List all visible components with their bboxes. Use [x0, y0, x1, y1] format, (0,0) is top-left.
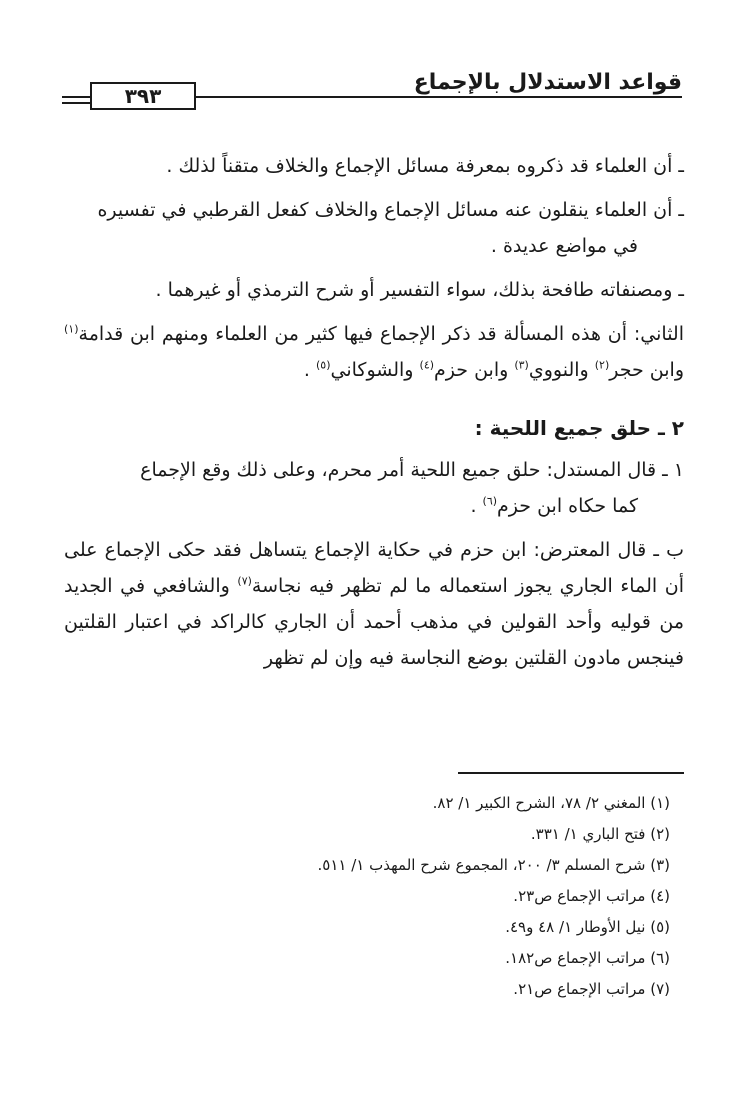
footnotes [64, 788, 684, 1005]
footnote-ref-2: (٢) [594, 358, 610, 372]
footnote-1: (١) المغني ٢/ ٧٨، الشرح الكبير ١/ ٨٢. [432, 794, 670, 812]
bullet-1: ـ أن العلماء قد ذكروه بمعرفة مسائل الإجماع والخلاف متقناً لذلك . [166, 155, 684, 177]
second-para-text-4: وابن حزم [434, 359, 515, 381]
bullet-2 [64, 192, 684, 228]
section-heading: ٢ ـ حلق جميع اللحية : [474, 416, 684, 440]
main-text [64, 148, 684, 676]
bullet-2-continuation: في مواضع عديدة . [490, 235, 638, 257]
second-para-text-2: وابن حجر [609, 359, 684, 381]
mustadil-line-2: كما حكاه ابن حزم [497, 495, 638, 517]
second-para-text-5: والشوكاني [330, 359, 420, 381]
page-header [62, 70, 682, 118]
footnote-ref-3: (٣) [514, 358, 529, 372]
mutarid-text-2: والشافعي في الجديد من قوليه وأحد القولين في مذهب أحمد أن الجاري كالراكد في اعتبار القلتين فينجس مادون القلتين بوضع النجاسة فيه وإن لم تظهر [64, 575, 684, 669]
footnote-7: (٧) مراتب الإجماع ص٢١. [513, 980, 670, 998]
second-para-text-3: والنووي [528, 359, 595, 381]
footnote-6: (٦) مراتب الإجماع ص١٨٢. [505, 949, 670, 967]
running-title: قواعد الاستدلال بالإجماع [413, 70, 682, 95]
mustadil-line-2-end: . [470, 495, 483, 517]
mustadil-paragraph [64, 452, 684, 524]
mutarid-text-1: ب ـ قال المعترض: ابن حزم في حكاية الإجماع يتساهل فقد حكى الإجماع على أن الماء الجاري يجوز استعماله ما لم تظهر فيه نجاسة [64, 539, 685, 597]
footnote-5: (٥) نيل الأوطار ١/ ٤٨ و٤٩. [505, 918, 670, 936]
mustadil-line-1: ١ ـ قال المستدل: حلق جميع اللحية أمر محرم، وعلى ذلك وقع الإجماع [140, 459, 684, 481]
page-number: ٣٩٣ [90, 82, 196, 110]
header-rule-accent [62, 102, 92, 104]
footnote-ref-7: (٧) [237, 574, 252, 588]
footnote-2: (٢) فتح الباري ١/ ٣٣١. [530, 825, 670, 843]
footnote-4: (٤) مراتب الإجماع ص٢٣. [513, 887, 670, 905]
second-para-text-6: . [303, 359, 316, 381]
footnote-separator [458, 772, 684, 774]
footnote-ref-1: (١) [64, 322, 79, 336]
footnote-ref-6: (٦) [482, 494, 498, 508]
bullet-2-line-1: ـ أن العلماء ينقلون عنه مسائل الإجماع والخلاف كفعل القرطبي في تفسيره [97, 199, 684, 221]
bullet-3: ـ ومصنفاته طافحة بذلك، سواء التفسير أو شرح الترمذي أو غيرهما . [155, 279, 684, 301]
footnote-3: (٣) شرح المسلم ٣/ ٢٠٠، المجموع شرح المهذب ١/ ٥١١. [317, 856, 670, 874]
second-para-text-1: الثاني: أن هذه المسألة قد ذكر الإجماع فيها كثير من العلماء ومنهم ابن قدامة [78, 323, 684, 345]
mutarid-paragraph [64, 532, 684, 676]
footnote-ref-4: (٤) [419, 358, 435, 372]
footnote-ref-5: (٥) [316, 358, 331, 372]
second-paragraph [64, 316, 684, 388]
